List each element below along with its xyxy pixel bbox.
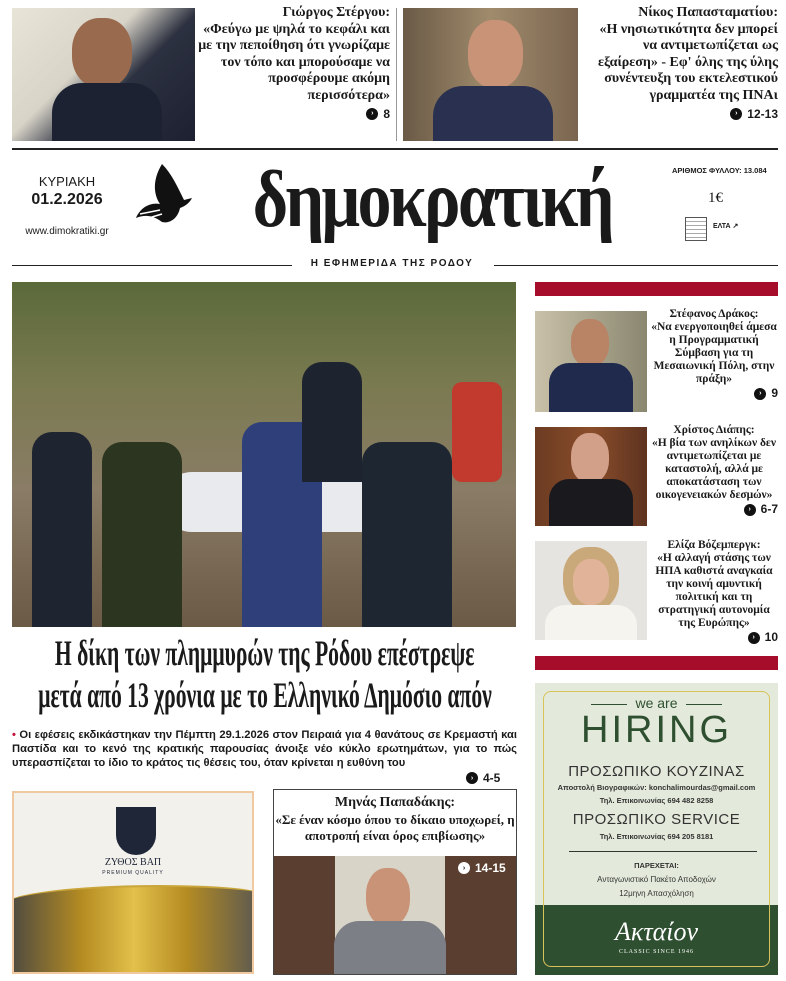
role-service: ΠΡΟΣΩΠΙΚΟ SERVICE — [572, 811, 741, 828]
newspaper-title: δημοκρατική — [252, 156, 613, 244]
main-lede: • Οι εφέσεις εκδικάστηκαν την Πέμπτη 29.1.2026 στον Πειραιά για 4 θανάτους σε Κρεμαστή και Παστίδα και το κενό της κρατικής παρουσίας άνοιξε νέο κύκλο ερωτημάτων, για το πώς υπερασπίζεται το ίδιο το κράτος τις θέσεις του, όταν κρίνεται η ευθύνη του — [12, 729, 517, 769]
beer-sub: PREMIUM QUALITY — [102, 870, 164, 876]
divider — [396, 8, 397, 141]
story-name: Νίκος Παπασταματίου: — [638, 5, 778, 20]
offer-employment: 12μηνη Απασχόληση — [619, 889, 694, 898]
page-ref: › 6-7 — [744, 503, 778, 516]
story-name: Ελίζα Βόζεμπεργκ: — [667, 539, 761, 551]
phone-kitchen: Τηλ. Επικοινωνίας 694 482 8258 — [599, 796, 714, 805]
story-name: Μηνάς Παπαδάκης: — [334, 795, 456, 810]
date: 01.2.2026 — [31, 191, 103, 208]
page-ref: › 8 — [366, 106, 390, 123]
vozemberg-photo — [535, 541, 647, 640]
hiring-title: HIRING — [581, 709, 732, 751]
offer-salary: Ανταγωνιστικό Πακέτο Αποδοχών — [597, 875, 716, 884]
side-story-1[interactable] — [650, 308, 778, 400]
newspaper-title-wrap — [205, 150, 660, 250]
dove-logo-icon — [132, 162, 202, 232]
beer-brand: ΖΥΘΟΣ ΒΑΠ — [104, 857, 162, 868]
arrow-icon: › — [744, 504, 756, 516]
tagline-rule-left — [12, 265, 292, 266]
elta-logo: ΕΛΤΑ ↗ — [713, 223, 739, 230]
main-headline[interactable] — [12, 632, 517, 716]
top-story-1[interactable] — [196, 5, 390, 123]
offers-title: ΠΑΡΕΧΕΤΑΙ: — [634, 861, 679, 870]
story-quote: «Η βία των ανηλίκων δεν αντιμετωπίζεται με καταστολή, αλλά με αποκατάσταση των οικογενειακών δεσμών» — [651, 437, 776, 501]
page-ref: › 14-15 — [458, 861, 506, 875]
phone-service: Τηλ. Επικοινωνίας 694 205 8181 — [599, 832, 714, 841]
postage-stamp-icon — [685, 217, 707, 241]
aktaion-logo: Ακταίον — [614, 917, 699, 946]
story-name: Γιώργος Στέργου: — [282, 5, 390, 20]
issue-number: ΑΡΙΘΜΟΣ ΦΥΛΛΟΥ: 13.084 — [672, 166, 767, 175]
hiring-ad[interactable] — [535, 683, 778, 975]
stergou-photo — [12, 8, 195, 141]
page-ref: › 9 — [754, 387, 778, 400]
arrow-icon: › — [754, 388, 766, 400]
tagline: Η ΕΦΗΜΕΡΙΔΑ ΤΗΣ ΡΟΔΟΥ — [310, 258, 474, 269]
main-story-photo[interactable] — [12, 282, 516, 627]
divider — [569, 851, 757, 852]
side-story-3[interactable] — [650, 539, 778, 644]
bottom-story[interactable] — [273, 789, 517, 975]
accent-bar — [535, 656, 778, 670]
side-story-2[interactable] — [650, 424, 778, 516]
diapis-photo — [535, 427, 647, 526]
headline-line-2: μετά από 13 χρόνια με το Ελληνικό Δημόσιο απόν — [37, 675, 492, 715]
arrow-icon: › — [366, 108, 378, 120]
story-quote: «Να ενεργοποιηθεί άμεσα η Προγραμματική Σύμβαση για τη Μεσαιωνική Πόλη, στην πράξη» — [651, 321, 777, 385]
drakos-photo — [535, 311, 647, 412]
top-story-2[interactable] — [582, 5, 778, 123]
role-kitchen: ΠΡΟΣΩΠΙΚΟ ΚΟΥΖΙΝΑΣ — [568, 763, 745, 780]
story-quote: «Σε έναν κόσμο όπου το δίκαιο υποχωρεί, η αποτροπή είναι όρος επιβίωσης» — [275, 812, 515, 843]
arrow-icon: › — [458, 862, 470, 874]
accent-bar — [535, 282, 778, 296]
arrow-icon: › — [748, 632, 760, 644]
tagline-rule-right — [494, 265, 778, 266]
story-quote: «Φεύγω με ψηλά το κεφάλι και με την πεποίθηση ότι γνωρίζαμε τον τόπο και μπορούσαμε να προσφέρουμε ακόμη περισσότερα» — [198, 21, 390, 103]
cv-email: Αποστολή Βιογραφικών: konchalimourdas@gmail.com — [557, 783, 756, 792]
aktaion-sub: CLASSIC SINCE 1946 — [618, 949, 694, 955]
price: 1€ — [708, 190, 723, 206]
main-page-ref: › 4-5 — [466, 771, 500, 785]
lede-text: Οι εφέσεις εκδικάστηκαν την Πέμπτη 29.1.2026 στον Πειραιά για 4 θανάτους σε Κρεμαστή και Παστίδα και το κενό της κρατικής παρουσίας άνοιξε νέο κύκλο ερωτημάτων, για το πώς υπερασπίζεται το ίδιο το κράτος τις θέσεις του, όταν κρίνεται η ευθύνη του — [12, 729, 517, 769]
page-ref: › 10 — [748, 631, 778, 644]
arrow-icon: › — [466, 772, 478, 784]
headline-line-1: Η δίκη των πλημμυρών της Ρόδου επέστρεψε — [54, 633, 475, 673]
beer-shield-logo — [116, 807, 156, 855]
beer-ad[interactable] — [12, 791, 254, 974]
story-name: Χρίστος Διάπης: — [673, 424, 755, 436]
page-ref: › 12-13 — [730, 106, 778, 123]
website-link[interactable]: www.dimokratiki.gr — [25, 226, 109, 237]
papastamatiou-photo — [403, 8, 578, 141]
story-quote: «Η νησιωτικότητα δεν μπορεί να αντιμετωπίζεται ως εξαίρεση» - Εφ' όλης της ύλης συνέντευξη του εκτελεστικού γραμματέα της ΠΝΑι — [598, 21, 778, 103]
story-name: Στέφανος Δράκος: — [669, 308, 759, 320]
we-are-label: we are — [535, 695, 778, 711]
arrow-icon: › — [730, 108, 742, 120]
story-quote: «Η αλλαγή στάσης των ΗΠΑ καθιστά αναγκαία την κοινή αμυντική πολιτική και τη στρατηγική αυτονομία της Ευρώπης» — [655, 552, 773, 629]
day: ΚΥΡΙΑΚΗ — [38, 174, 96, 189]
